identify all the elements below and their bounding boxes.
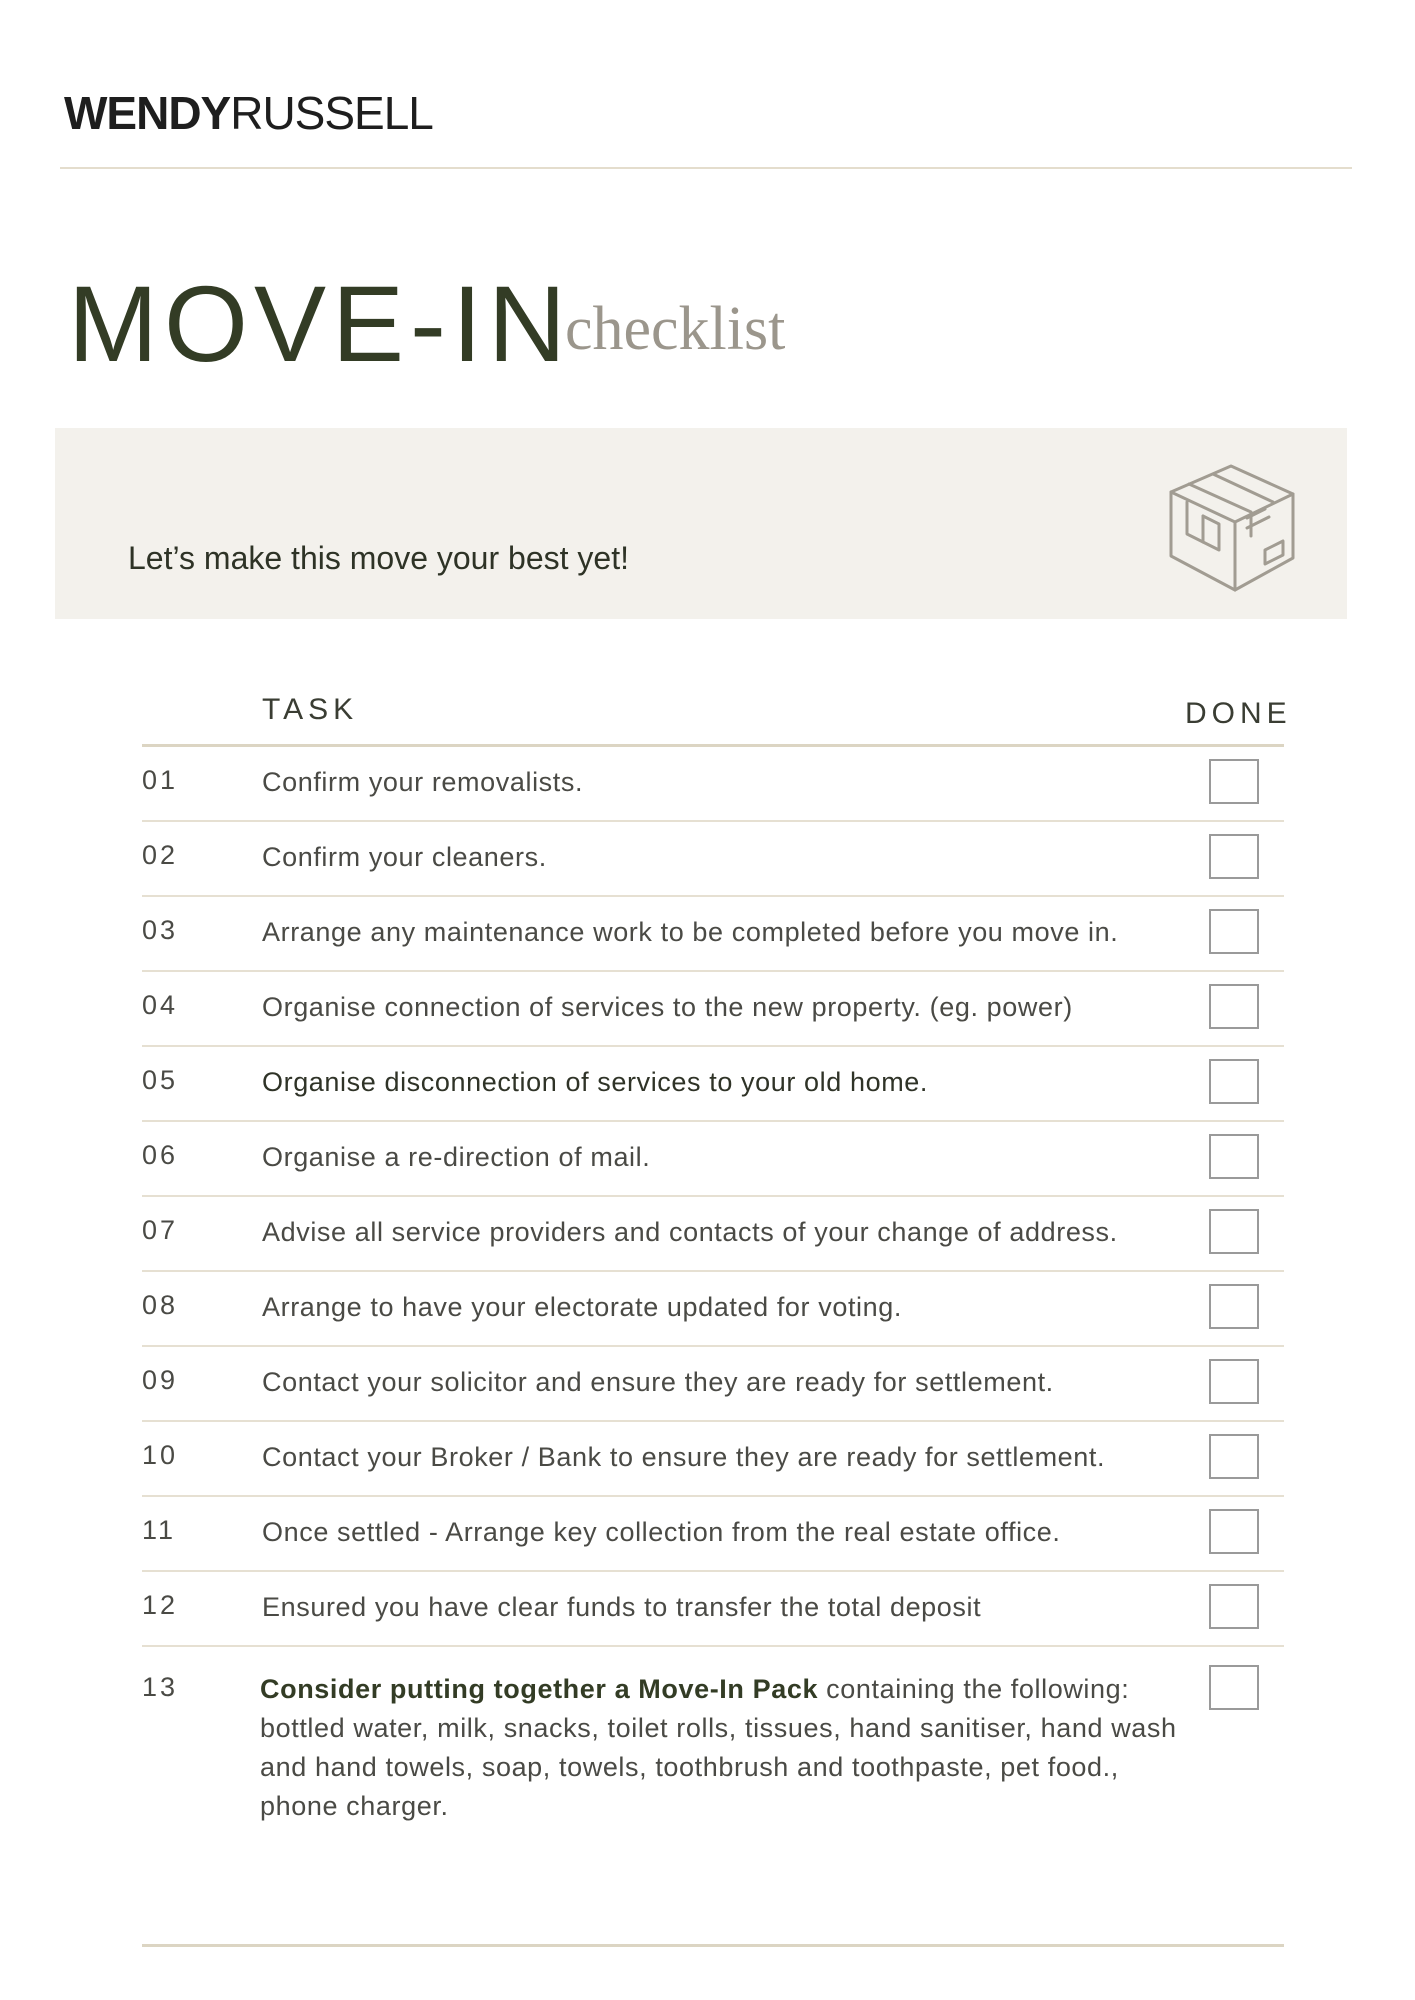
done-checkbox[interactable] bbox=[1209, 1059, 1259, 1104]
done-checkbox[interactable] bbox=[1209, 834, 1259, 879]
done-column-header: DONE bbox=[1185, 697, 1292, 730]
row-task: Arrange to have your electorate updated for voting. bbox=[262, 1292, 902, 1322]
brand-name-bold: WENDY bbox=[64, 87, 231, 139]
banner-text: Let’s make this move your best yet! bbox=[128, 540, 629, 576]
brand-logo bbox=[64, 87, 433, 139]
page-title: MOVE-IN bbox=[68, 263, 573, 384]
row-number: 13 bbox=[142, 1672, 179, 1702]
header-divider bbox=[60, 167, 1352, 169]
row-task: Contact your Broker / Bank to ensure they are ready for settlement. bbox=[262, 1442, 1106, 1472]
checklist-row bbox=[142, 1347, 1284, 1422]
footer-rule bbox=[142, 1944, 1284, 1947]
row-number: 12 bbox=[142, 1590, 179, 1620]
row-task: Contact your solicitor and ensure they are ready for settlement. bbox=[262, 1367, 1054, 1397]
done-checkbox[interactable] bbox=[1209, 1584, 1259, 1629]
row-number: 10 bbox=[142, 1440, 179, 1470]
checklist-row bbox=[142, 822, 1284, 897]
box-icon bbox=[1165, 458, 1305, 598]
task-column-header: TASK bbox=[262, 693, 359, 726]
row-task: Once settled - Arrange key collection from the real estate office. bbox=[262, 1517, 1061, 1547]
row-task: Organise disconnection of services to your old home. bbox=[262, 1067, 929, 1097]
row-number: 02 bbox=[142, 840, 179, 870]
done-checkbox[interactable] bbox=[1209, 1359, 1259, 1404]
checklist-row-13 bbox=[142, 1648, 1284, 1828]
row-task: Organise a re-direction of mail. bbox=[262, 1142, 651, 1172]
checklist-row bbox=[142, 972, 1284, 1047]
row-task: Advise all service providers and contacts of your change of address. bbox=[262, 1217, 1118, 1247]
done-checkbox[interactable] bbox=[1209, 1665, 1259, 1710]
intro-banner bbox=[55, 428, 1347, 619]
checklist-row bbox=[142, 1497, 1284, 1572]
row-task: Arrange any maintenance work to be completed before you move in. bbox=[262, 917, 1119, 947]
done-checkbox[interactable] bbox=[1209, 1134, 1259, 1179]
row-task: Organise connection of services to the new property. (eg. power) bbox=[262, 992, 1073, 1022]
row-number: 11 bbox=[142, 1515, 177, 1545]
checklist-row bbox=[142, 747, 1284, 822]
row-number: 01 bbox=[142, 765, 179, 795]
done-checkbox[interactable] bbox=[1209, 1434, 1259, 1479]
done-checkbox[interactable] bbox=[1209, 759, 1259, 804]
done-checkbox[interactable] bbox=[1209, 1209, 1259, 1254]
checklist-row bbox=[142, 897, 1284, 972]
done-checkbox[interactable] bbox=[1209, 1284, 1259, 1329]
row-number: 08 bbox=[142, 1290, 179, 1320]
row-number: 06 bbox=[142, 1140, 179, 1170]
row-number: 09 bbox=[142, 1365, 179, 1395]
row-task: Confirm your cleaners. bbox=[262, 842, 547, 872]
done-checkbox[interactable] bbox=[1209, 984, 1259, 1029]
row-task: Confirm your removalists. bbox=[262, 767, 584, 797]
row-number: 05 bbox=[142, 1065, 179, 1095]
checklist-row bbox=[142, 1197, 1284, 1272]
row-task-move-in-pack bbox=[260, 1670, 1180, 1826]
page-subtitle: checklist bbox=[565, 295, 786, 363]
checklist-row bbox=[142, 1047, 1284, 1122]
done-checkbox[interactable] bbox=[1209, 1509, 1259, 1554]
row-number: 03 bbox=[142, 915, 179, 945]
row-number: 07 bbox=[142, 1215, 179, 1245]
checklist-row bbox=[142, 1272, 1284, 1347]
checklist-row bbox=[142, 1422, 1284, 1497]
checklist-row bbox=[142, 1122, 1284, 1197]
done-checkbox[interactable] bbox=[1209, 909, 1259, 954]
move-in-pack-highlight: Consider putting together a Move-In Pack bbox=[260, 1674, 819, 1704]
row-task: Ensured you have clear funds to transfer the total deposit bbox=[262, 1592, 982, 1622]
brand-name-light: RUSSELL bbox=[230, 87, 433, 139]
move-in-pack-items: containing the following: bottled water, milk, snacks, toilet rolls, tissues, hand sanitiser, hand wash and hand towels, soap, towels, toothbrush and toothpaste, pet food., phone charger. bbox=[260, 1674, 1177, 1821]
checklist-row bbox=[142, 1572, 1284, 1647]
row-number: 04 bbox=[142, 990, 179, 1020]
